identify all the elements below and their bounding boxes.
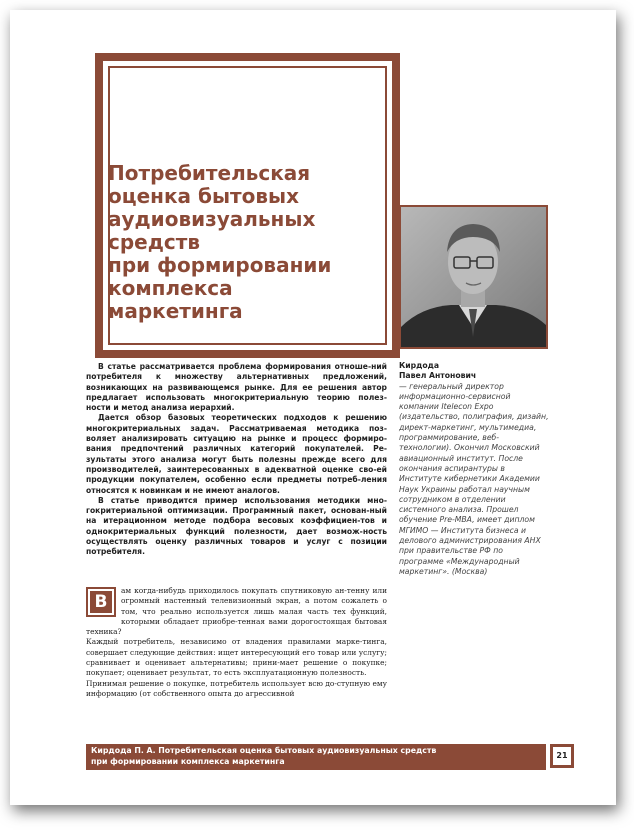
abstract-paragraph: Дается обзор базовых теоретических подходов к решению многокритериальных задач. Рассматриваемая методика поз-воляет анализировать ситуацию на рынке и процесс формиро-вания предпочтений различных категорий покупателей. Ре-зультаты этого анализа могут быть полезны прежде всего для производителей, заинтересованных в адекватной оценке сво-ей продукции покупателем, особенно если предметы потреб-ления относятся к новинкам и не имеют аналогов.: [86, 413, 387, 495]
author-bio: — генеральный директор информационно-сервисной компании Itelecon Expo (издательство, полиграфия, дизайн, директ-маркетинг, мультимедиа, программирование, веб-технологии). Окончил Московский авиационный институт. После окончания аспирантуры в Институте кибернетики Академии Наук Украины работал научным сотрудником в отделении системного анализа. Прошел обучение Pre-MBA, имеет диплом МГИМО — Института бизнеса и делового администрирования АНХ при правительстве РФ по программе «Международный маркетинг». (Москва): [399, 381, 549, 576]
body-paragraph: Каждый потребитель, независимо от владения правилами марке-тинга, совершает следующие действия: ищет интересующий его товар или услугу; сравнивает и оценивает альтернативы; прини-мает решение о покупке; покупает; оценивает результат, то есть эксплуатационную полезность.: [86, 637, 387, 678]
article-abstract: [86, 362, 387, 558]
body-paragraph: ам когда-нибудь приходилось покупать спутниковую ан-тенну или огромный настенный телевизионный экран, а потом сожалеть о том, что реально используется лишь малая часть тех функций, которыми обладает приобре-тенная вами дорогостоящая бытовая техника?: [86, 586, 387, 637]
drop-cap: В: [86, 587, 116, 617]
author-portrait-icon: [401, 207, 546, 347]
article-body: [86, 586, 387, 699]
abstract-paragraph: В статье рассматривается проблема формирования отноше-ний потребителя к множеству альтернативных предложений, возникающих на развивающемся рынке. Для ее решения автор предлагает использовать многокритериальную теорию полез-ности и метод анализа иерархий.: [86, 362, 387, 413]
page-number-box: [550, 744, 574, 768]
page-number: 21: [553, 747, 571, 765]
author-name: Кирдода Павел Антонович: [399, 361, 477, 381]
author-photo: [399, 205, 548, 349]
author-info: [399, 361, 549, 577]
abstract-paragraph: В статье приводится пример использования методики мно-гокритериальной оптимизации. Программный пакет, основан-ный на итерационном методе подбора весовых коэффициен-тов и однокритериальных функций полезности, дает возмож-ность осуществлять оценку различных товаров и услуг с позиции потребителя.: [86, 495, 387, 557]
article-title: Потребительская оценка бытовых аудиовизуальных средств при формировании комплекса маркетинга: [108, 161, 332, 323]
running-title: Кирдода П. А. Потребительская оценка бытовых аудиовизуальных средств при формировании комплекса маркетинга: [91, 746, 437, 766]
body-paragraph: Принимая решение о покупке, потребитель использует всю до-ступную ему информацию (от собственного опыта до агрессивной: [86, 678, 387, 698]
